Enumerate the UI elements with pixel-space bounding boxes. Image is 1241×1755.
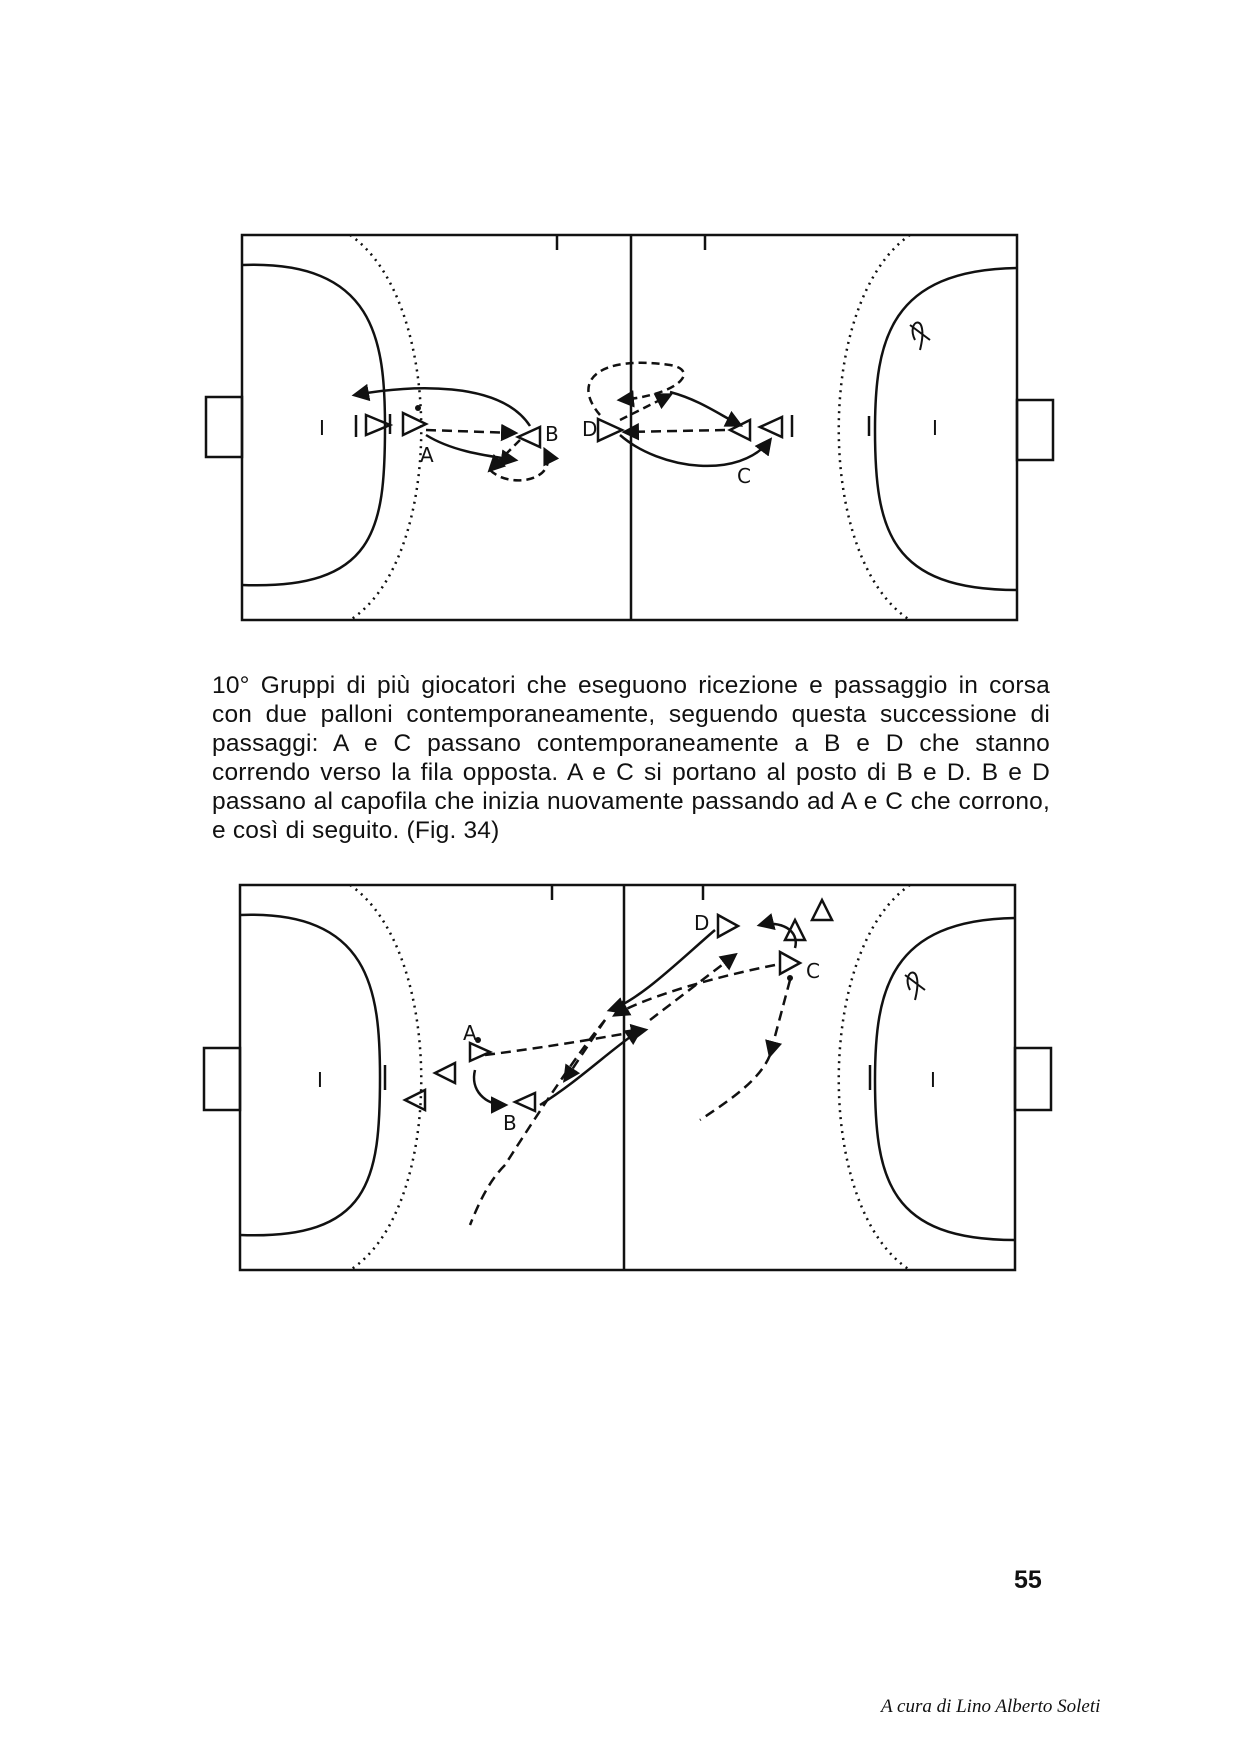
player-c	[780, 952, 800, 974]
free-throw-mark-left: I	[319, 416, 325, 440]
player-d	[598, 419, 622, 441]
court-diagram-bottom	[200, 880, 1060, 1280]
player-right-1	[760, 417, 782, 437]
player-a	[403, 413, 426, 435]
right-goal-area	[875, 918, 1015, 1240]
free-throw-mark-right: I	[932, 416, 938, 440]
exercise-description: 10° Gruppi di più giocatori che eseguono ricezione e passaggio in corsa con due palloni contemporaneamente, seguendo questa successione di passaggi: A e C passano contemporaneamente a B e D che stanno correndo verso la fila opposta. A e C si portano al posto di B e D. B e D passano al capofila che inizia nuovamente passando ad A e C che corrono, e così di seguito. (Fig. 34)	[212, 672, 1050, 844]
free-throw-mark-left: I	[317, 1068, 323, 1092]
author-credit: A cura di Lino Alberto Soleti	[881, 1696, 1101, 1717]
left-goal-area	[240, 915, 380, 1236]
right-goal	[1017, 400, 1053, 460]
player-queue-a1	[435, 1063, 455, 1083]
label-d-top: D	[582, 417, 598, 441]
player-queue-c2	[812, 900, 832, 920]
label-b-top: B	[545, 422, 559, 446]
player-queue-a2	[405, 1090, 425, 1110]
right-goal	[1015, 1048, 1051, 1110]
left-goal	[204, 1048, 240, 1110]
right-goal-area	[875, 268, 1017, 590]
player-d	[718, 915, 738, 937]
label-a-bottom: A	[463, 1021, 477, 1045]
court-outline	[240, 885, 1015, 1270]
player-b	[515, 1093, 535, 1111]
left-goal	[206, 397, 242, 457]
label-b-bottom: B	[503, 1111, 517, 1135]
page-number: 55	[1014, 1566, 1042, 1594]
player-a	[470, 1043, 490, 1061]
court-outline	[242, 235, 1017, 620]
player-b	[518, 427, 540, 447]
left-goal-area	[242, 265, 385, 586]
court-drawing-top	[200, 230, 1060, 630]
label-c-bottom: C	[806, 959, 820, 983]
label-a-top: A	[420, 443, 434, 467]
label-d-bottom: D	[694, 911, 710, 935]
court-drawing-bottom	[200, 880, 1060, 1280]
player-left-1	[366, 415, 390, 435]
court-diagram-top	[200, 230, 1060, 630]
player-c	[730, 420, 750, 440]
free-throw-mark-right: I	[930, 1068, 936, 1092]
label-c-top: C	[737, 464, 751, 488]
